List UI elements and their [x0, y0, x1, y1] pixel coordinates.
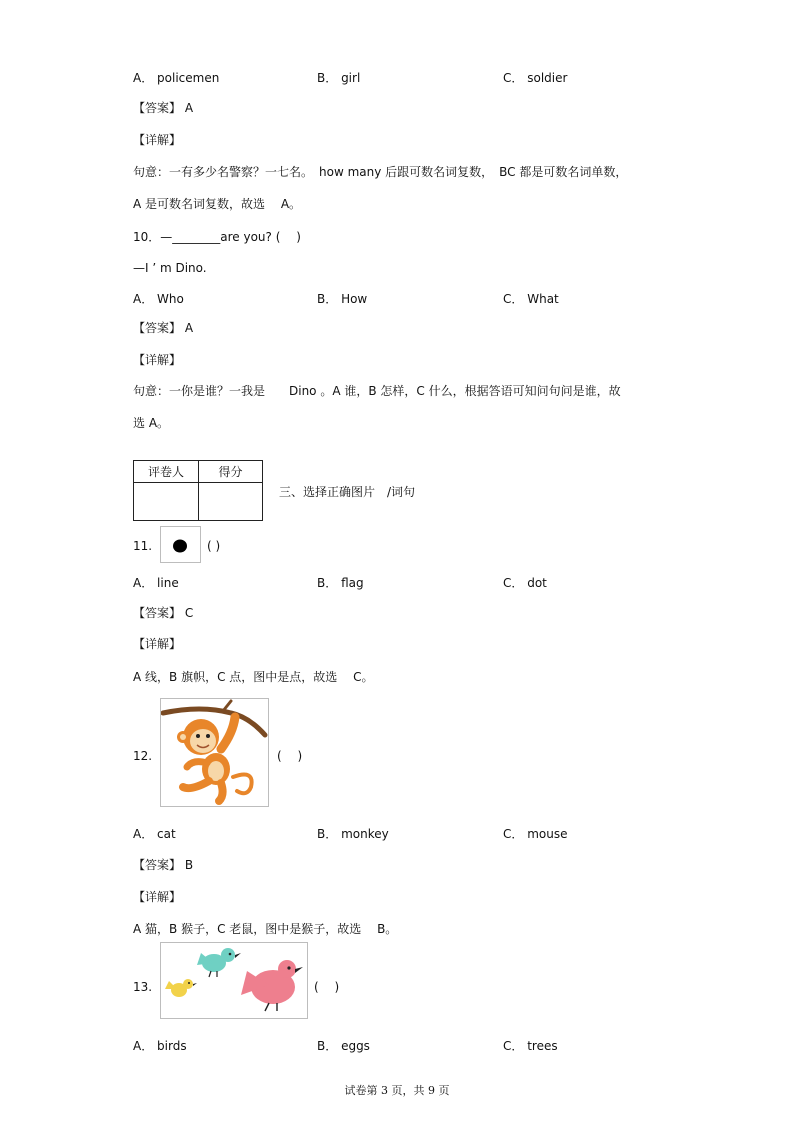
q10-reply: —I ’ m Dino.	[133, 261, 207, 275]
q13-option-a: A． birds	[133, 1039, 187, 1053]
q9-option-a: A． policemen	[133, 71, 220, 85]
q12-option-b: B． monkey	[317, 827, 389, 841]
score-table	[133, 460, 263, 521]
q11-paren: ( )	[207, 539, 221, 553]
q10-option-c: C． What	[503, 292, 559, 306]
q12-explanation: A 猫，B 猴子，C 老鼠，图中是猴子，故选 B。	[133, 922, 398, 936]
q10-option-a: A． Who	[133, 292, 184, 306]
q9-answer: 【答案】 A	[133, 101, 194, 115]
q10-explanation-line1: 句意：一你是谁？一我是 Dino 。A 谁，B 怎样，C 什么，根据答语可知问句问是谁，故	[133, 384, 621, 398]
q9-option-c: C． soldier	[503, 71, 568, 85]
q11-answer: 【答案】 C	[133, 606, 194, 620]
q12-detail-label: 【详解】	[133, 890, 182, 904]
score-table-grader-cell[interactable]	[134, 483, 199, 521]
score-table-header-grader: 评卷人	[134, 461, 199, 483]
q13-paren: ( )	[314, 980, 340, 994]
page-footer: 试卷第 3 页，共 9 页	[344, 1084, 450, 1097]
q11-explanation: A 线，B 旗帜，C 点，图中是点，故选 C。	[133, 670, 374, 684]
section-title: 三、选择正确图片 /词句	[279, 485, 416, 499]
q12-answer: 【答案】 B	[133, 858, 194, 872]
q11-option-c: C． dot	[503, 576, 547, 590]
q12-monkey-image	[160, 698, 269, 807]
q11-detail-label: 【详解】	[133, 637, 182, 651]
q11-option-a: A． line	[133, 576, 179, 590]
score-table-header-score: 得分	[199, 461, 263, 483]
q10-option-b: B． How	[317, 292, 368, 306]
score-table-score-cell[interactable]	[199, 483, 263, 521]
q9-explanation-line2: A 是可数名词复数，故选 A。	[133, 197, 302, 211]
q9-option-b: B． girl	[317, 71, 361, 85]
q13-birds-image	[160, 942, 308, 1019]
q13-number: 13.	[133, 980, 153, 994]
q11-option-b: B． flag	[317, 576, 364, 590]
q12-paren: ( )	[277, 749, 303, 763]
q13-option-c: C． trees	[503, 1039, 558, 1053]
q10-detail-label: 【详解】	[133, 353, 182, 367]
q12-option-c: C． mouse	[503, 827, 568, 841]
q12-number: 12.	[133, 749, 153, 763]
q10-explanation-line2: 选 A。	[133, 416, 170, 430]
birds-icon	[161, 943, 307, 1018]
q11-dot-image	[160, 526, 201, 563]
q13-option-b: B． eggs	[317, 1039, 370, 1053]
q9-explanation-line1: 句意：一有多少名警察？一七名。 how many 后跟可数名词复数， BC 都是可数名词单数，	[133, 165, 628, 179]
q9-detail-label: 【详解】	[133, 133, 182, 147]
q10-answer: 【答案】 A	[133, 321, 194, 335]
q12-option-a: A． cat	[133, 827, 176, 841]
q11-number: 11.	[133, 539, 153, 553]
q10-question: 10．—________are you? ( )	[133, 230, 301, 244]
black-dot-icon	[161, 527, 200, 562]
monkey-icon	[161, 699, 268, 806]
